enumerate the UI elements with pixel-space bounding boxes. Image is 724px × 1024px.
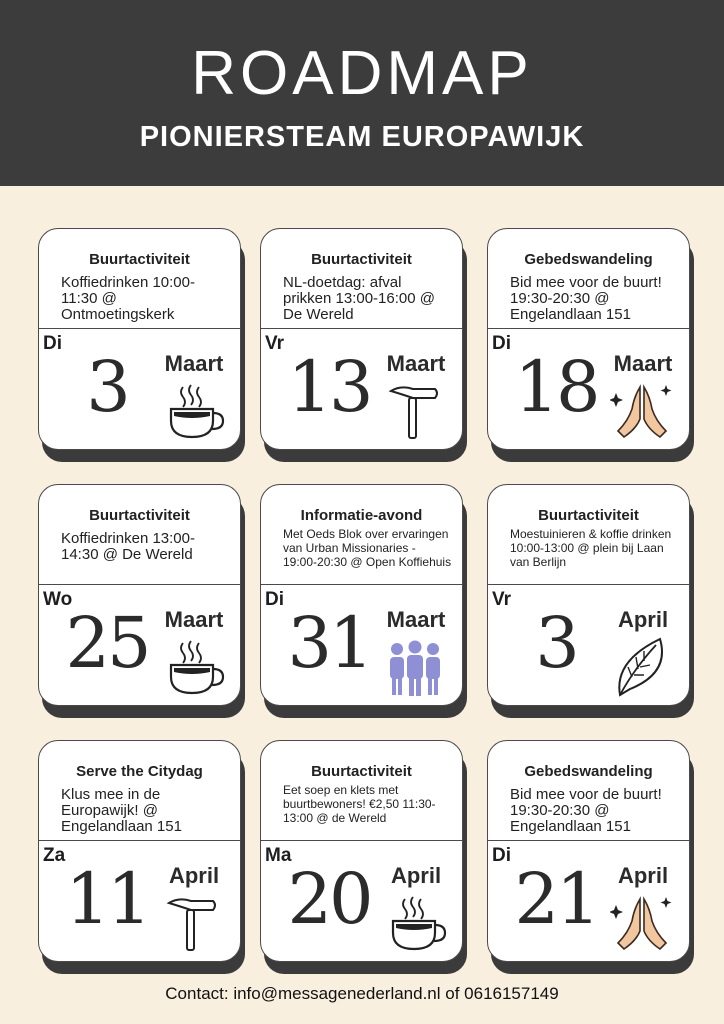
event-description: Koffiedrinken 13:00-14:30 @ De Wereld (61, 530, 195, 563)
event-category: Buurtactiviteit (538, 507, 639, 524)
event-month: April (168, 863, 220, 888)
event-weekday: Di (492, 333, 511, 354)
event-day-number: 11 (65, 858, 149, 940)
event-weekday: Vr (265, 333, 285, 354)
event-description: Moestuinieren & koffie drinken 10:00-13:00 @ plein bij Laan van Berlijn (510, 527, 672, 569)
event-category: Gebedswandeling (524, 763, 653, 780)
event-month: Maart (386, 607, 446, 632)
event-category: Informatie-avond (300, 507, 423, 524)
card-top (488, 229, 689, 329)
event-weekday: Di (492, 845, 511, 866)
people-group-icon (383, 637, 447, 697)
page-title: ROADMAP (191, 39, 533, 108)
card-top (39, 229, 240, 329)
card-top (39, 741, 240, 841)
card-top (39, 485, 240, 585)
event-description: Bid mee voor de buurt! 19:30-20:30 @ Engelandlaan 151 (510, 786, 662, 835)
event-category: Buurtactiviteit (311, 763, 412, 780)
event-month: Maart (386, 351, 446, 376)
card-face (260, 228, 463, 450)
header-banner (0, 0, 724, 186)
event-description: Klus mee in de Europawijk! @ Engelandlaan 151 (61, 786, 182, 835)
event-category: Buurtactiviteit (89, 251, 190, 268)
card-top (488, 741, 689, 841)
event-day-number: 18 (514, 346, 598, 428)
card-top (261, 741, 462, 841)
event-month: Maart (164, 351, 224, 376)
page-subtitle: PIONIERSTEAM EUROPAWIJK (139, 121, 585, 153)
event-card (260, 484, 463, 718)
card-face (38, 228, 241, 450)
event-description: NL-doetdag: afval prikken 13:00-16:00 @ De Wereld (283, 274, 435, 323)
event-card (38, 740, 241, 974)
event-card (38, 484, 241, 718)
event-weekday: Za (43, 845, 66, 866)
event-day-number: 25 (65, 602, 149, 684)
card-face (38, 484, 241, 706)
event-weekday: Wo (43, 589, 73, 610)
hammer-icon (383, 381, 447, 441)
event-card (260, 740, 463, 974)
card-top (488, 485, 689, 585)
coffee-cup-icon (161, 381, 225, 441)
event-month: Maart (613, 351, 673, 376)
event-card (260, 228, 463, 462)
praying-hands-icon (610, 381, 674, 441)
event-weekday: Di (43, 333, 62, 354)
event-card (487, 228, 690, 462)
event-day-number: 3 (86, 346, 128, 428)
event-card (487, 484, 690, 718)
card-face (260, 740, 463, 962)
contact-info: Contact: info@messagenederland.nl of 0616157149 (165, 984, 559, 1003)
card-face (38, 740, 241, 962)
card-face (487, 228, 690, 450)
coffee-cup-icon (383, 893, 447, 953)
event-weekday: Vr (492, 589, 512, 610)
event-category: Buurtactiviteit (89, 507, 190, 524)
event-card (38, 228, 241, 462)
event-day-number: 20 (287, 858, 371, 940)
event-month: April (617, 863, 669, 888)
event-description: Met Oeds Blok over ervaringen van Urban Missionaries - 19:00-20:30 @ Open Koffiehuis (283, 527, 452, 569)
event-day-number: 31 (287, 602, 371, 684)
card-face (260, 484, 463, 706)
event-day-number: 21 (514, 858, 598, 940)
event-category: Serve the Citydag (76, 763, 203, 780)
card-top (261, 229, 462, 329)
card-face (487, 484, 690, 706)
event-day-number: 13 (287, 346, 371, 428)
event-month: April (617, 607, 669, 632)
coffee-cup-icon (161, 637, 225, 697)
event-description: Eet soep en klets met buurtbewoners! €2,50 11:30-13:00 @ de Wereld (283, 783, 436, 825)
event-category: Buurtactiviteit (311, 251, 412, 268)
hammer-icon (161, 893, 225, 953)
event-description: Bid mee voor de buurt! 19:30-20:30 @ Engelandlaan 151 (510, 274, 662, 323)
event-card (487, 740, 690, 974)
card-face (487, 740, 690, 962)
praying-hands-icon (610, 893, 674, 953)
leaf-icon (610, 637, 674, 697)
event-description: Koffiedrinken 10:00-11:30 @ Ontmoetingskerk (61, 274, 195, 323)
event-month: Maart (164, 607, 224, 632)
card-top (261, 485, 462, 585)
event-category: Gebedswandeling (524, 251, 653, 268)
event-day-number: 3 (535, 602, 577, 684)
event-month: April (390, 863, 442, 888)
event-weekday: Ma (265, 845, 292, 866)
event-weekday: Di (265, 589, 284, 610)
